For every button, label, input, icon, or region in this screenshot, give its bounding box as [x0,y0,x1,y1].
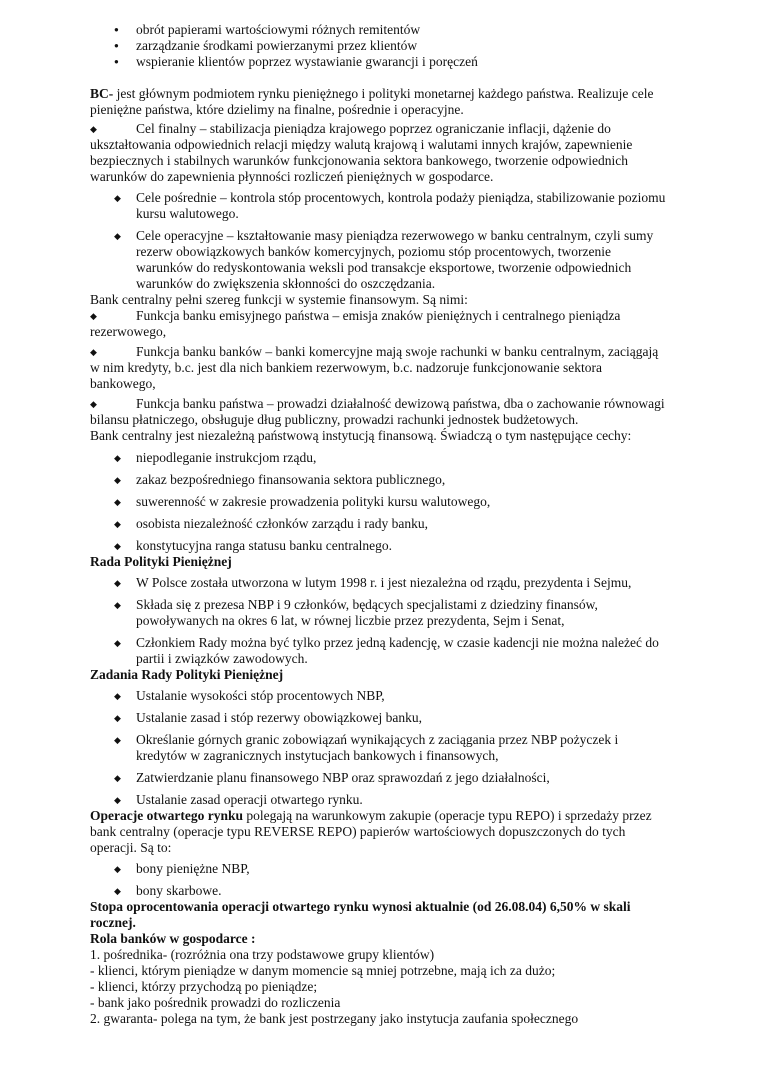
cel-finalny-paragraph [90,121,670,185]
top-list [90,22,670,70]
list-item: ◆ niepodleganie instrukcjom rządu, [90,450,670,466]
diamond-bullet-icon: ◆ [90,399,97,409]
bc-paragraph [90,86,670,118]
diamond-bullet-icon: ◆ [90,124,97,134]
list-item: ◆ bony pieniężne NBP, [90,861,670,877]
cechy-list [90,450,670,554]
diamond-bullet-icon: ◆ [90,311,97,321]
diamond-bullet-icon: ◆ [90,347,97,357]
list-item: ◆ Ustalanie zasad i stóp rezerwy obowiązkowej banku, [90,710,670,726]
list-item: ◆ suwerenność w zakresie prowadzenia polityki kursu walutowego, [90,494,670,510]
rola-heading: Rola banków w gospodarce : [90,931,256,946]
rola-line: - klienci, którym pieniądze w danym momencie są mniej potrzebne, mają ich za dużo; [90,963,556,978]
list-item: ● obrót papierami wartościowymi różnych remitentów [90,22,670,38]
list-item: ◆ Cele pośrednie – kontrola stóp procentowych, kontrola podaży pieniądza, stabilizowanie poziomu kursu walutowego. [90,190,670,222]
list-item: ● zarządzanie środkami powierzanymi przez klientów [90,38,670,54]
list-item: ◆ konstytucyjna ranga statusu banku centralnego. [90,538,670,554]
list-item: ◆ bony skarbowe. [90,883,670,899]
list-item: ◆ Ustalanie wysokości stóp procentowych NBP, [90,688,670,704]
rola-line: - bank jako pośrednik prowadzi do rozliczenia [90,995,341,1010]
stopa-paragraph: Stopa oprocentowania operacji otwartego rynku wynosi aktualnie (od 26.08.04) 6,50% w skali rocznej. [90,899,631,930]
funkcja-paragraph: ◆ Funkcja banku emisyjnego państwa – emisja znaków pieniężnych i centralnego pieniądza rezerwowego, [90,308,621,339]
list-item: ◆ Określanie górnych granic zobowiązań wynikających z zaciągania przez NBP pożyczek i kredytów w zagranicznych instytucjach bankowych i finansowych, [90,732,670,764]
cel-finalny-text: Cel finalny – stabilizacja pieniądza krajowego poprzez ograniczanie inflacji, dążenie do ukształtowania odpowiednich relacji między walutą krajową i walutami innych krajów, zapewnienie bezpiecznych i stabilnych warunków funkcjonowania sektora bankowego, tworzenie odpowiednich warunków do zapewnienia płynności rozliczeń pieniężnych w gospodarce. [90,121,633,184]
funkcje-intro: Bank centralny pełni szereg funkcji w systemie finansowym. Są nimi: [90,292,468,307]
list-item: ◆ osobista niezależność członków zarządu i rady banku, [90,516,670,532]
list-item: ◆ Zatwierdzanie planu finansowego NBP oraz sprawozdań z jego działalności, [90,770,670,786]
oor-paragraph [90,808,670,856]
list-item: ◆ Ustalanie zasad operacji otwartego rynku. [90,792,670,808]
rpp-list [90,575,670,667]
funkcja-paragraph: ◆ Funkcja banku banków – banki komercyjne mają swoje rachunki w banku centralnym, zaciągają w nim kredyty, b.c. jest dla nich bankiem rezerwowym, b.c. nadzoruje funkcjonowanie sektora bankowego, [90,344,659,391]
bc-text: jest głównym podmiotem rynku pieniężnego i polityki monetarnej każdego państwa. Realizuje cele pieniężne państwa, które dzielimy na finalne, pośrednie i operacyjne. [90,86,654,117]
rpp-heading: Rada Polityki Pieniężnej [90,554,232,569]
zadania-list [90,688,670,808]
oor-list [90,861,670,899]
list-item: ◆ Cele operacyjne – kształtowanie masy pieniądza rezerwowego w banku centralnym, czyli sumy rezerw obowiązkowych banków komercyjnych, poziomu stóp procentowych, tworzenie warunków do redyskontowania weksli pod transakcje eksportowe, tworzenie odpowiednich warunków do zwiększenia skłonności do oszczędzania. [90,228,670,292]
oor-text: polegają na warunkowym zakupie (operacje typu REPO) i sprzedaży przez bank centralny (operacje typu REVERSE REPO) papierów wartościowych dopuszczonych do tych operacji. Są to: [90,808,652,855]
oor-label: Operacje otwartego rynku [90,808,243,823]
document-page [90,22,670,1027]
rola-line: - klienci, którzy przychodzą po pieniądze; [90,979,318,994]
list-item: ◆ Składa się z prezesa NBP i 9 członków, będących specjalistami z dziedziny finansów, powoływanych na okres 6 lat, w równej liczbie przez prezydenta, Sejm i Senat, [90,597,670,629]
niezaleznosc-intro: Bank centralny jest niezależną państwową instytucją finansową. Świadczą o tym następujące cechy: [90,428,632,443]
zadania-heading: Zadania Rady Polityki Pieniężnej [90,667,284,682]
bc-label: BC- [90,86,114,101]
funkcja-paragraph: ◆ Funkcja banku państwa – prowadzi działalność dewizową państwa, dba o zachowanie równowagi bilansu płatniczego, obsługuje dług publiczny, prowadzi rachunki jednostek budżetowych. [90,396,665,427]
list-item: ◆ W Polsce została utworzona w lutym 1998 r. i jest niezależna od rządu, prezydenta i Sejmu, [90,575,670,591]
rola-line: 1. pośrednika- (rozróżnia ona trzy podstawowe grupy klientów) [90,947,435,962]
list-item: ● wspieranie klientów poprzez wystawianie gwarancji i poręczeń [90,54,670,70]
list-item: ◆ zakaz bezpośredniego finansowania sektora publicznego, [90,472,670,488]
cele-list [90,190,670,292]
rola-line: 2. gwaranta- polega na tym, że bank jest postrzegany jako instytucja zaufania społecznego [90,1011,579,1026]
list-item: ◆ Członkiem Rady można być tylko przez jedną kadencję, w czasie kadencji nie można należeć do partii i związków zawodowych. [90,635,670,667]
